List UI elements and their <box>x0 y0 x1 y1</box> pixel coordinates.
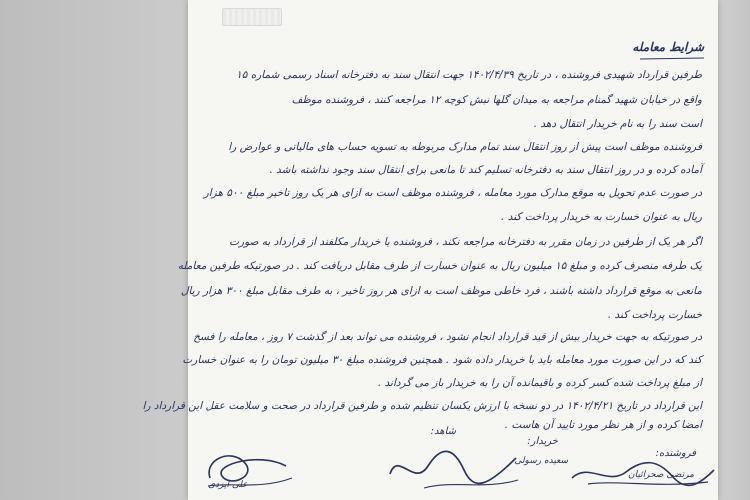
faded-stamp <box>222 8 282 26</box>
clause-line-15: این قرارداد در تاریخ ۱۴۰۲/۴/۲۱ در دو نسخه با ارزش یکسان تنظیم شده و طرفین قرارداد در صحت و سلامت عقل این قرارداد را <box>142 400 702 412</box>
clause-line-1: طرفین قرارداد شهیدی فروشنده ، در تاریخ ۱۴۰۲/۴/۳۹ جهت انتقال سند به دفترخانه اسناد رسمی شماره ۱۵ <box>236 69 702 81</box>
clause-line-4: فروشنده موظف است پیش از روز انتقال سند تمام مدارک مربوطه به تسویه حساب های مالیاتی و عوارض را <box>228 141 702 153</box>
clause-line-16: امضا کرده و از هر نظر مورد تایید آن هاست . <box>504 419 702 431</box>
title-underline <box>640 57 704 59</box>
clause-line-8: اگر هر یک از طرفین در زمان مقرر به دفترخانه مراجعه نکند ، فروشنده یا خریدار مکلفند از قرارداد به صورت <box>229 236 702 248</box>
buyer-label: خریدار: <box>527 436 558 447</box>
contract-page <box>142 0 718 500</box>
clause-line-13: کند که در این صورت مورد معامله باید با خریدار داده شود . همچنین فروشنده مبلغ ۳۰ میلیون تومان را به عنوان خسارت <box>182 354 702 366</box>
witness-name: علی ایزدی <box>208 480 248 490</box>
clause-line-10: مانعی به موقع قرارداد داشته باشند ، فرد خاطی موظف است به ازای هر روز تاخیر ، به طرف مقابل مبلغ ۳۰۰ هزار ریال <box>180 285 702 297</box>
buyer-signature <box>384 444 524 494</box>
clause-line-9: یک طرفه منصرف کرده و مبلغ ۱۵ میلیون ریال به عنوان خسارت از طرف مقابل دریافت کند . در صورتیکه طرفین معامله <box>177 260 702 272</box>
clause-line-5: آماده کرده و در روز انتقال سند به دفترخانه تسلیم کند تا مانعی برای انتقال سند وجود نداشته باشد . <box>269 164 702 176</box>
background-right <box>718 0 750 500</box>
witness-label: شاهد: <box>430 426 456 437</box>
clause-line-2: واقع در خیابان شهید گمنام مراجعه به میدان گلها نبش کوچه ۱۲ مراجعه کنند ، فروشنده موظف <box>291 94 702 106</box>
clause-line-6: در صورت عدم تحویل به موقع مدارک مورد معامله ، فروشنده موظف است به ازای هر یک روز تاخیر مبلغ ۵۰۰ هزار <box>203 187 702 199</box>
clause-line-7: ریال به عنوان خسارت به خریدار پرداخت کند . <box>501 211 702 223</box>
buyer-name: سعیده رسولی <box>514 456 568 466</box>
seller-label: فروشنده: <box>655 448 696 459</box>
clause-line-3: است سند را به نام خریدار انتقال دهد . <box>533 118 702 130</box>
signature-area <box>188 410 718 500</box>
document-title: شرایط معامله <box>632 40 704 54</box>
seller-name: مرتضی صحرائیان <box>628 470 694 480</box>
background-left <box>0 0 188 500</box>
clause-line-14: از مبلغ پرداخت شده کسر کرده و باقیمانده آن را به خریدار باز می گرداند . <box>377 377 702 389</box>
clause-line-12: در صورتیکه به جهت خریدار بیش از قید قرارداد انجام نشود ، فروشنده می تواند بعد از گذشت ۷ روز ، معامله را فسخ <box>193 331 702 343</box>
clause-line-11: خسارت پرداخت کند . <box>607 309 702 321</box>
